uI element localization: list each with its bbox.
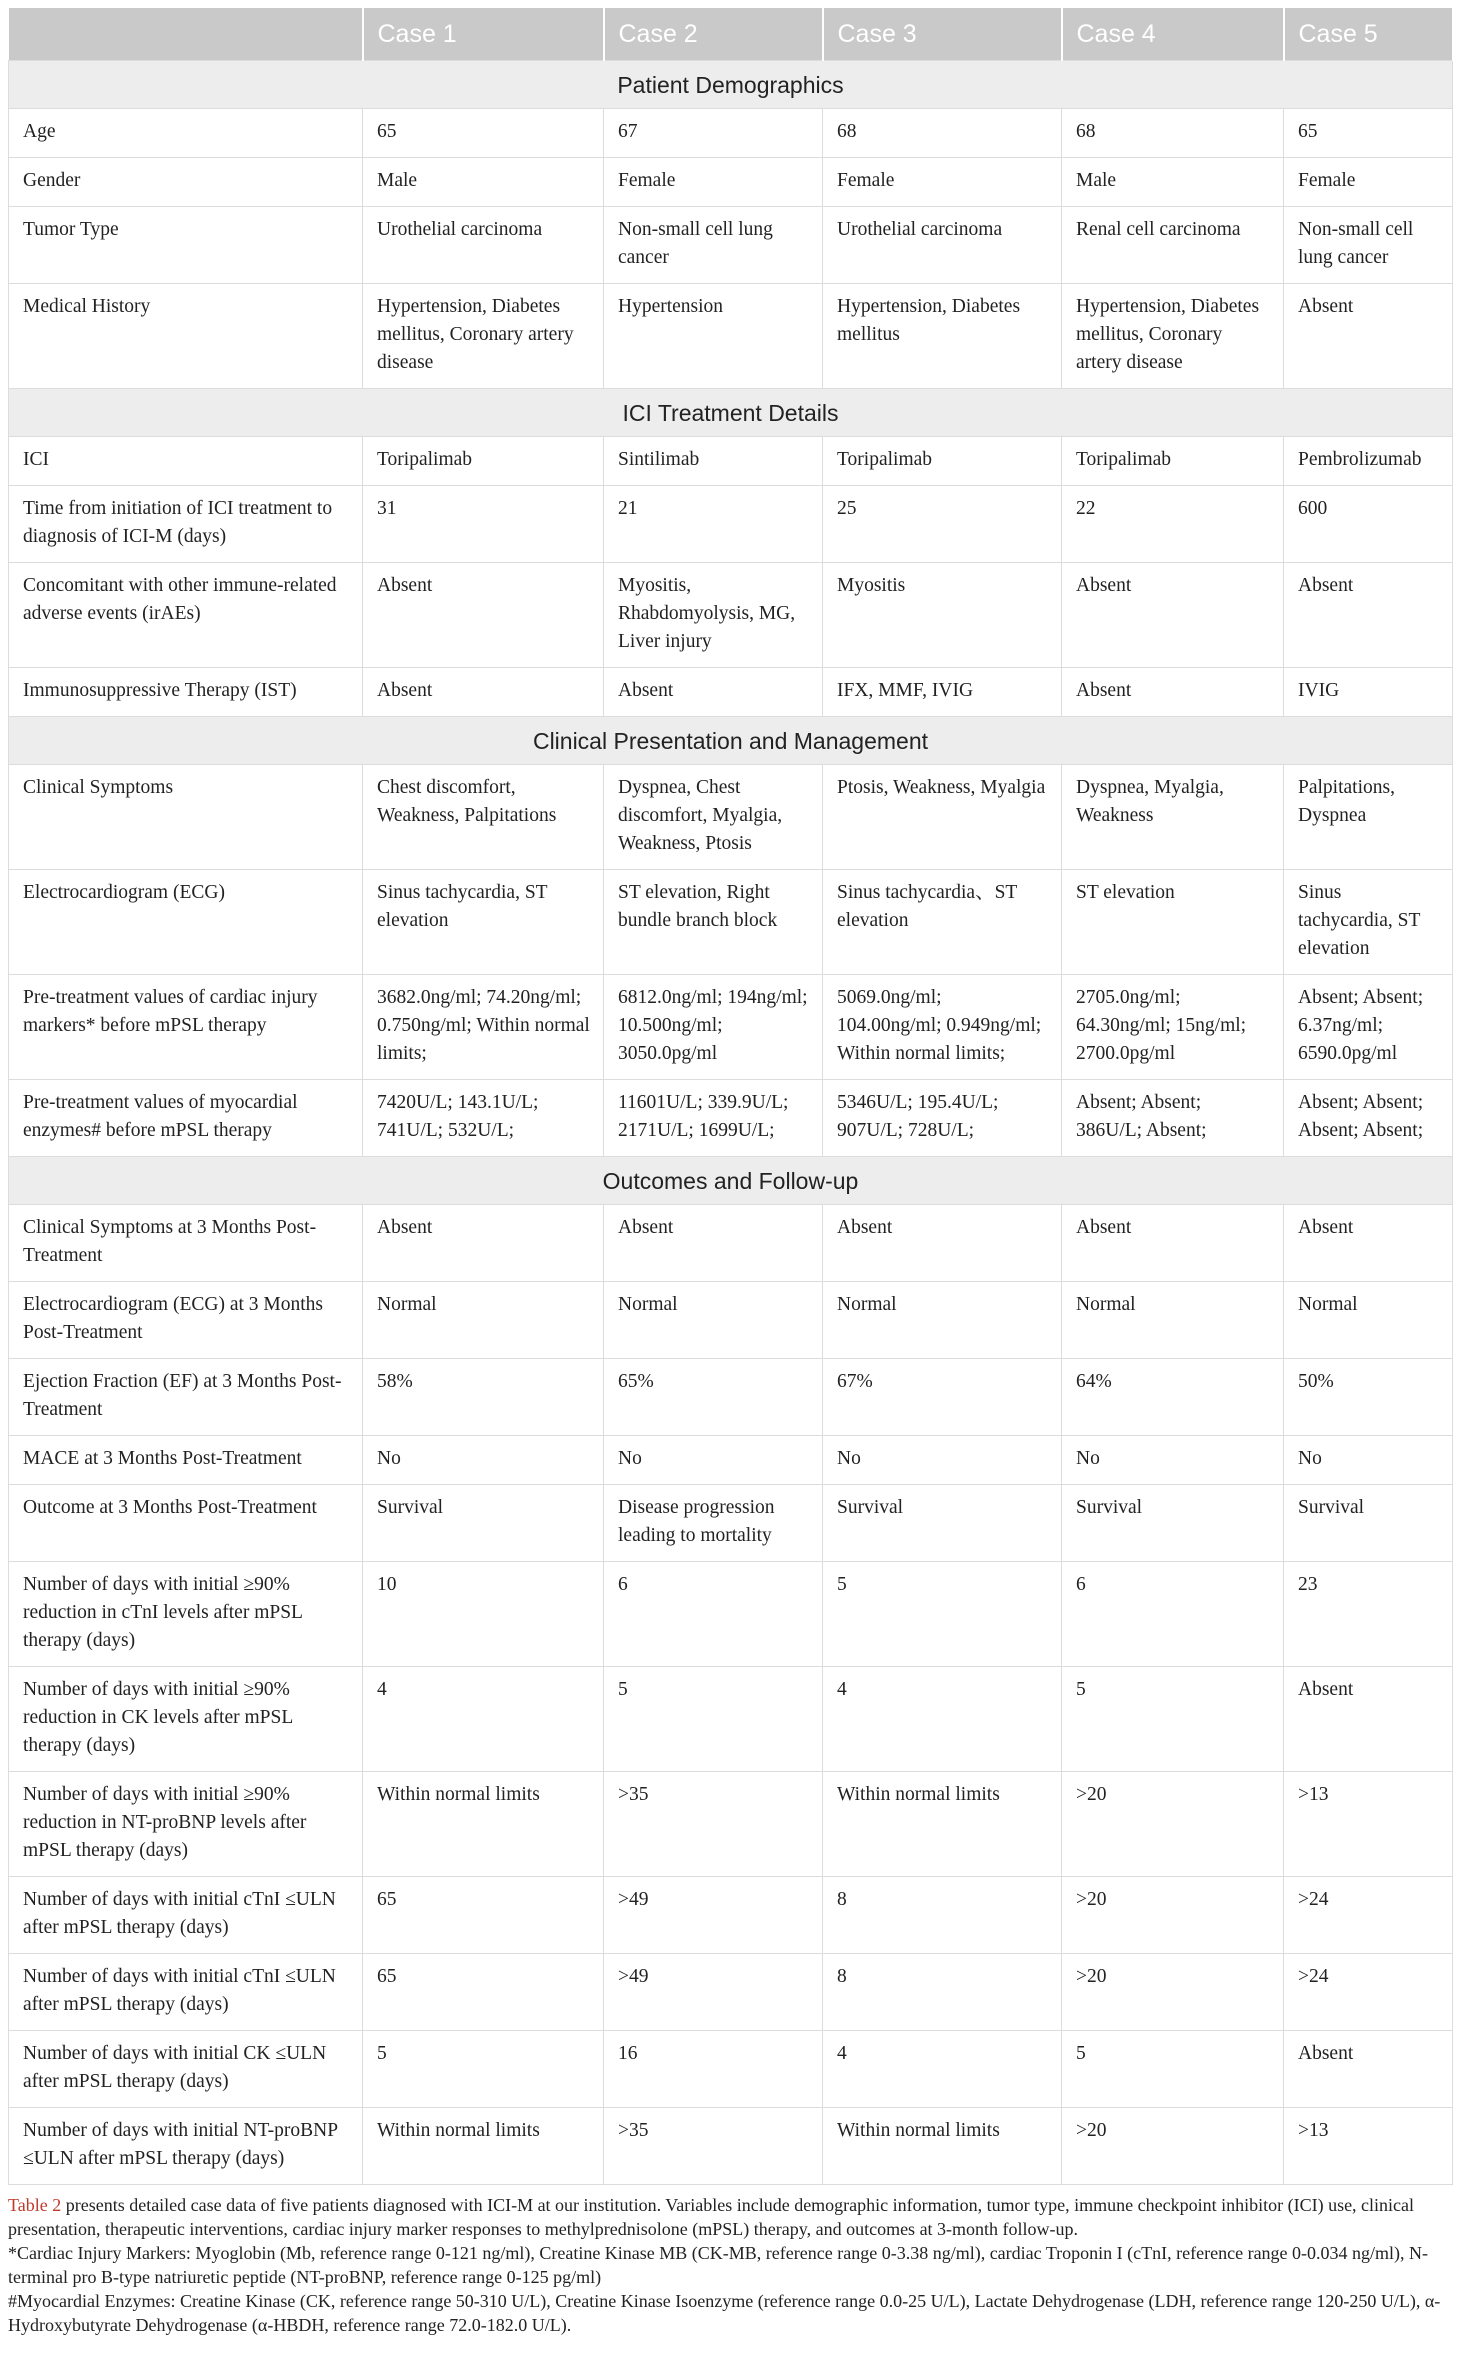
- footnote-myocardial-enzymes: #Myocardial Enzymes: Creatine Kinase (CK, reference range 50-310 U/L), Creatine Kinase Isoenzyme (reference range 0.0-25 U/L), Lactate Dehydrogenase (LDH, reference range 120-250 U/L), α-Hydroxybutyrate Dehydrogenase (α-HBDH, reference range 72.0-182.0 U/L).: [8, 2291, 1441, 2335]
- table-cell: 4: [823, 1667, 1062, 1772]
- table-cell: 65: [363, 1954, 604, 2031]
- row-label: Gender: [9, 158, 363, 207]
- table-cell: Palpitations, Dyspnea: [1284, 765, 1453, 870]
- header-cell-case-5: Case 5: [1284, 8, 1453, 61]
- table-cell: Absent: [1284, 1667, 1453, 1772]
- table-cell: Non-small cell lung cancer: [1284, 207, 1453, 284]
- table-cell: 6812.0ng/ml; 194ng/ml; 10.500ng/ml; 3050.0pg/ml: [604, 975, 823, 1080]
- table-cell: Female: [823, 158, 1062, 207]
- table-cell: Toripalimab: [1062, 437, 1284, 486]
- section-title: Clinical Presentation and Management: [9, 717, 1453, 765]
- table-cell: 6: [604, 1562, 823, 1667]
- table-cell: Within normal limits: [363, 2108, 604, 2185]
- table-cell: Survival: [1062, 1485, 1284, 1562]
- table-cell: 65%: [604, 1359, 823, 1436]
- table-row: [9, 207, 1453, 284]
- table-cell: Ptosis, Weakness, Myalgia: [823, 765, 1062, 870]
- header-cell-case-2: Case 2: [604, 8, 823, 61]
- row-label: Number of days with initial ≥90% reduction in cTnI levels after mPSL therapy (days): [9, 1562, 363, 1667]
- table-cell: Normal: [363, 1282, 604, 1359]
- table-cell: Within normal limits: [823, 1772, 1062, 1877]
- row-label: Electrocardiogram (ECG) at 3 Months Post-Treatment: [9, 1282, 363, 1359]
- table-cell: Absent: [1062, 563, 1284, 668]
- table-cell: Absent: [1062, 668, 1284, 717]
- table-cell: 5: [363, 2031, 604, 2108]
- row-label: Number of days with initial ≥90% reduction in NT-proBNP levels after mPSL therapy (days): [9, 1772, 363, 1877]
- table-cell: 5346U/L; 195.4U/L; 907U/L; 728U/L;: [823, 1080, 1062, 1157]
- table-cell: Survival: [823, 1485, 1062, 1562]
- table-cell: Myositis, Rhabdomyolysis, MG, Liver injury: [604, 563, 823, 668]
- table-cell: Sinus tachycardia、ST elevation: [823, 870, 1062, 975]
- caption-text: presents detailed case data of five patients diagnosed with ICI-M at our institution. Variables include demographic information, tumor type, immune checkpoint inhibitor (ICI) use, clinical presentation, therapeutic interventions, cardiac injury marker responses to methylprednisolone (mPSL) therapy, and outcomes at 3-month follow-up.: [8, 2195, 1415, 2239]
- table-cell: >24: [1284, 1877, 1453, 1954]
- table-cell: Female: [604, 158, 823, 207]
- table-row: [9, 1485, 1453, 1562]
- table-cell: 5: [604, 1667, 823, 1772]
- table-cell: >20: [1062, 1877, 1284, 1954]
- header-row: [9, 8, 1453, 61]
- section-title: Outcomes and Follow-up: [9, 1157, 1453, 1205]
- table-cell: 11601U/L; 339.9U/L; 2171U/L; 1699U/L;: [604, 1080, 823, 1157]
- header-cell-case-4: Case 4: [1062, 8, 1284, 61]
- table-cell: No: [823, 1436, 1062, 1485]
- table-cell: Toripalimab: [823, 437, 1062, 486]
- table-cell: Survival: [1284, 1485, 1453, 1562]
- table-cell: 67: [604, 109, 823, 158]
- table-row: [9, 284, 1453, 389]
- table-cell: Female: [1284, 158, 1453, 207]
- table-body: [9, 61, 1453, 2185]
- table-row: [9, 1562, 1453, 1667]
- table-cell: 5: [1062, 2031, 1284, 2108]
- table-cell: 67%: [823, 1359, 1062, 1436]
- table-cell: Dyspnea, Myalgia, Weakness: [1062, 765, 1284, 870]
- table-cell: 5069.0ng/ml; 104.00ng/ml; 0.949ng/ml; Within normal limits;: [823, 975, 1062, 1080]
- table-cell: 4: [823, 2031, 1062, 2108]
- table-row: [9, 1359, 1453, 1436]
- table-cell: Sinus tachycardia, ST elevation: [363, 870, 604, 975]
- header-cell-case-3: Case 3: [823, 8, 1062, 61]
- table-cell: >35: [604, 1772, 823, 1877]
- table-notes: [8, 2193, 1452, 2337]
- table-cell: 6: [1062, 1562, 1284, 1667]
- table-cell: >20: [1062, 2108, 1284, 2185]
- table-cell: Absent: [363, 668, 604, 717]
- section-title: ICI Treatment Details: [9, 389, 1453, 437]
- table-cell: 21: [604, 486, 823, 563]
- table-cell: Disease progression leading to mortality: [604, 1485, 823, 1562]
- table-row: [9, 765, 1453, 870]
- row-label: Concomitant with other immune-related adverse events (irAEs): [9, 563, 363, 668]
- header-cell-case-1: Case 1: [363, 8, 604, 61]
- table-cell: 2705.0ng/ml; 64.30ng/ml; 15ng/ml; 2700.0pg/ml: [1062, 975, 1284, 1080]
- table-cell: IFX, MMF, IVIG: [823, 668, 1062, 717]
- table-row: [9, 1954, 1453, 2031]
- table-row: [9, 1282, 1453, 1359]
- table-cell: >20: [1062, 1772, 1284, 1877]
- table-page: [8, 8, 1452, 2337]
- table-cell: 68: [823, 109, 1062, 158]
- row-label: Pre-treatment values of cardiac injury markers* before mPSL therapy: [9, 975, 363, 1080]
- table-cell: Within normal limits: [363, 1772, 604, 1877]
- table-cell: Absent: [604, 1205, 823, 1282]
- table-cell: 65: [363, 109, 604, 158]
- table-row: [9, 1772, 1453, 1877]
- row-label: Number of days with initial ≥90% reduction in CK levels after mPSL therapy (days): [9, 1667, 363, 1772]
- row-label: Ejection Fraction (EF) at 3 Months Post-Treatment: [9, 1359, 363, 1436]
- table-cell: 600: [1284, 486, 1453, 563]
- table-cell: 5: [823, 1562, 1062, 1667]
- table-cell: Hypertension, Diabetes mellitus, Coronary artery disease: [1062, 284, 1284, 389]
- table-cell: Sinus tachycardia, ST elevation: [1284, 870, 1453, 975]
- table-row: [9, 1080, 1453, 1157]
- table-cell: Normal: [1062, 1282, 1284, 1359]
- table-cell: Normal: [604, 1282, 823, 1359]
- table-cell: Chest discomfort, Weakness, Palpitations: [363, 765, 604, 870]
- table-cell: 8: [823, 1954, 1062, 2031]
- table-cell: Absent: [1284, 2031, 1453, 2108]
- section-row: [9, 1157, 1453, 1205]
- footnote-cardiac-markers: *Cardiac Injury Markers: Myoglobin (Mb, reference range 0-121 ng/ml), Creatine Kinase MB (CK-MB, reference range 0-3.38 ng/ml), cardiac Troponin I (cTnI, reference range 0-0.034 ng/ml), N-terminal pro B-type natriuretic peptide (NT-proBNP, reference range 0-125 pg/ml): [8, 2243, 1429, 2287]
- table-cell: 64%: [1062, 1359, 1284, 1436]
- table-cell: No: [1284, 1436, 1453, 1485]
- row-label: Clinical Symptoms at 3 Months Post-Treatment: [9, 1205, 363, 1282]
- row-label: Time from initiation of ICI treatment to diagnosis of ICI-M (days): [9, 486, 363, 563]
- table-cell: Normal: [1284, 1282, 1453, 1359]
- row-label: Number of days with initial NT-proBNP ≤ULN after mPSL therapy (days): [9, 2108, 363, 2185]
- table-cell: Absent; Absent; Absent; Absent;: [1284, 1080, 1453, 1157]
- table-row: [9, 486, 1453, 563]
- table-cell: Renal cell carcinoma: [1062, 207, 1284, 284]
- table-cell: Non-small cell lung cancer: [604, 207, 823, 284]
- row-label: MACE at 3 Months Post-Treatment: [9, 1436, 363, 1485]
- table-cell: Absent: [363, 563, 604, 668]
- table-cell: >13: [1284, 1772, 1453, 1877]
- section-row: [9, 389, 1453, 437]
- table-cell: 5: [1062, 1667, 1284, 1772]
- table-cell: >13: [1284, 2108, 1453, 2185]
- table-cell: Absent: [1284, 563, 1453, 668]
- header-cell: [9, 8, 363, 61]
- row-label: Medical History: [9, 284, 363, 389]
- row-label: Outcome at 3 Months Post-Treatment: [9, 1485, 363, 1562]
- table-cell: >24: [1284, 1954, 1453, 2031]
- table-cell: Male: [1062, 158, 1284, 207]
- table-row: [9, 563, 1453, 668]
- table-cell: 10: [363, 1562, 604, 1667]
- table-cell: >20: [1062, 1954, 1284, 2031]
- section-title: Patient Demographics: [9, 61, 1453, 109]
- table-row: [9, 975, 1453, 1080]
- row-label: Pre-treatment values of myocardial enzymes# before mPSL therapy: [9, 1080, 363, 1157]
- table-row: [9, 1667, 1453, 1772]
- table-cell: Absent; Absent; 386U/L; Absent;: [1062, 1080, 1284, 1157]
- table-row: [9, 2108, 1453, 2185]
- table-cell: ST elevation, Right bundle branch block: [604, 870, 823, 975]
- table-cell: Myositis: [823, 563, 1062, 668]
- table-cell: Absent: [1284, 1205, 1453, 1282]
- table-cell: 3682.0ng/ml; 74.20ng/ml; 0.750ng/ml; Within normal limits;: [363, 975, 604, 1080]
- table-cell: 22: [1062, 486, 1284, 563]
- row-label: Clinical Symptoms: [9, 765, 363, 870]
- row-label: Immunosuppressive Therapy (IST): [9, 668, 363, 717]
- table-cell: 7420U/L; 143.1U/L; 741U/L; 532U/L;: [363, 1080, 604, 1157]
- table-cell: >49: [604, 1954, 823, 2031]
- table-cell: >49: [604, 1877, 823, 1954]
- table-row: [9, 1436, 1453, 1485]
- row-label: ICI: [9, 437, 363, 486]
- table-row: [9, 158, 1453, 207]
- table-cell: Hypertension, Diabetes mellitus: [823, 284, 1062, 389]
- table-row: [9, 109, 1453, 158]
- table-cell: >35: [604, 2108, 823, 2185]
- table-cell: Normal: [823, 1282, 1062, 1359]
- row-label: Age: [9, 109, 363, 158]
- table-row: [9, 870, 1453, 975]
- table-cell: Absent: [363, 1205, 604, 1282]
- table-cell: No: [363, 1436, 604, 1485]
- table-row: [9, 668, 1453, 717]
- table-row: [9, 1205, 1453, 1282]
- table-cell: 4: [363, 1667, 604, 1772]
- table-cell: 31: [363, 486, 604, 563]
- row-label: Number of days with initial cTnI ≤ULN after mPSL therapy (days): [9, 1954, 363, 2031]
- table-cell: Toripalimab: [363, 437, 604, 486]
- table-cell: 23: [1284, 1562, 1453, 1667]
- table-cell: Survival: [363, 1485, 604, 1562]
- table-cell: Hypertension: [604, 284, 823, 389]
- table-cell: Male: [363, 158, 604, 207]
- table-cell: IVIG: [1284, 668, 1453, 717]
- table-cell: Sintilimab: [604, 437, 823, 486]
- table-row: [9, 1877, 1453, 1954]
- table-cell: 16: [604, 2031, 823, 2108]
- table-cell: 50%: [1284, 1359, 1453, 1436]
- row-label: Number of days with initial cTnI ≤ULN after mPSL therapy (days): [9, 1877, 363, 1954]
- table-cell: Absent: [604, 668, 823, 717]
- table-cell: Dyspnea, Chest discomfort, Myalgia, Weakness, Ptosis: [604, 765, 823, 870]
- table-cell: ST elevation: [1062, 870, 1284, 975]
- section-row: [9, 61, 1453, 109]
- row-label: Tumor Type: [9, 207, 363, 284]
- table-cell: 65: [1284, 109, 1453, 158]
- table-cell: Urothelial carcinoma: [363, 207, 604, 284]
- table-row: [9, 2031, 1453, 2108]
- table-cell: Hypertension, Diabetes mellitus, Coronary artery disease: [363, 284, 604, 389]
- table-cell: 65: [363, 1877, 604, 1954]
- case-data-table: [8, 8, 1454, 2185]
- table-cell: Urothelial carcinoma: [823, 207, 1062, 284]
- table-cell: Within normal limits: [823, 2108, 1062, 2185]
- table-caption: [8, 2193, 1452, 2241]
- table-cell: 58%: [363, 1359, 604, 1436]
- table-cell: Absent; Absent; 6.37ng/ml; 6590.0pg/ml: [1284, 975, 1453, 1080]
- row-label: Electrocardiogram (ECG): [9, 870, 363, 975]
- table-cell: Absent: [1062, 1205, 1284, 1282]
- table-row: [9, 437, 1453, 486]
- table-cell: Pembrolizumab: [1284, 437, 1453, 486]
- caption-link[interactable]: Table 2: [8, 2195, 62, 2215]
- table-cell: Absent: [823, 1205, 1062, 1282]
- row-label: Number of days with initial CK ≤ULN after mPSL therapy (days): [9, 2031, 363, 2108]
- table-cell: No: [1062, 1436, 1284, 1485]
- table-cell: No: [604, 1436, 823, 1485]
- table-cell: 25: [823, 486, 1062, 563]
- table-cell: 8: [823, 1877, 1062, 1954]
- table-cell: 68: [1062, 109, 1284, 158]
- section-row: [9, 717, 1453, 765]
- table-cell: Absent: [1284, 284, 1453, 389]
